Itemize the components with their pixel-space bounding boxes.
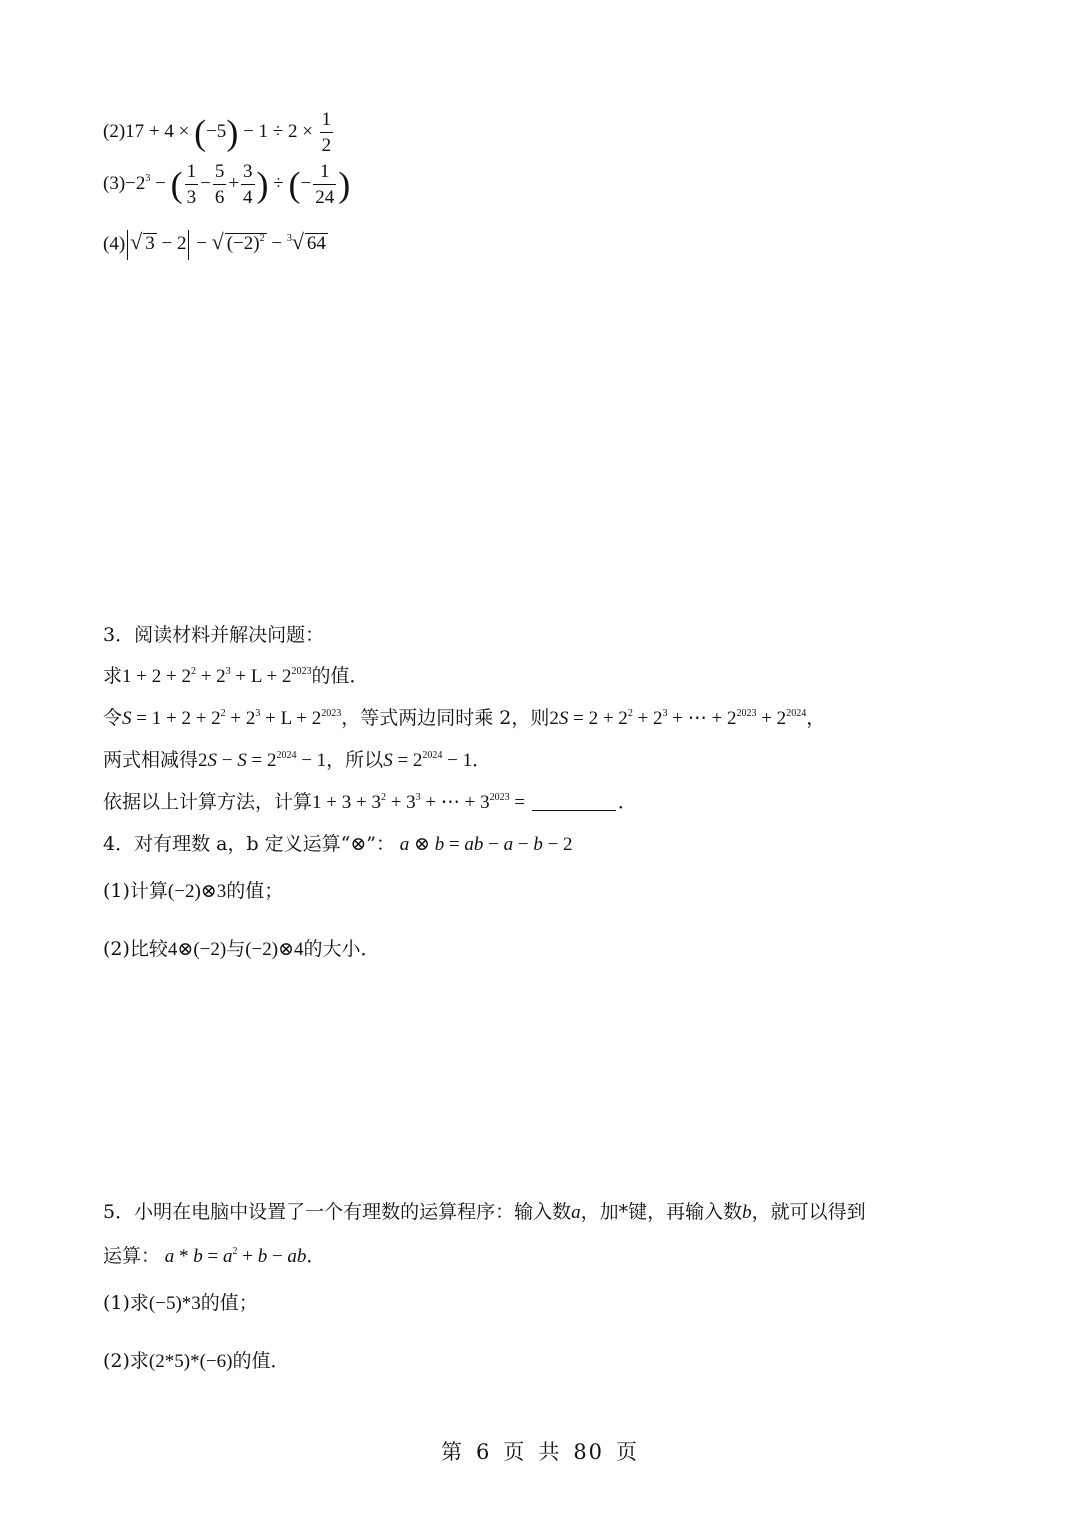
footer-text: 页 bbox=[616, 1440, 640, 1464]
math-expression: (−5)*3 bbox=[148, 1293, 201, 1314]
math-expression: $-2^3$ − ( $\frac{1}{3}$ − $\frac{5}{6}$ + $\frac{3}{4}$ ) ÷ (− $\frac{1}{24}$ ) bbox=[125, 161, 351, 208]
text: ，就可以得到 bbox=[751, 1201, 866, 1223]
question-4-part-1 bbox=[103, 882, 283, 901]
text: ． bbox=[617, 791, 637, 813]
question-3-line-3 bbox=[103, 751, 491, 770]
text: ，加*键，再输入数 bbox=[580, 1201, 743, 1223]
text: ，所以 bbox=[326, 749, 384, 771]
page-footer bbox=[0, 1436, 1080, 1466]
problem-label: (2) bbox=[103, 120, 126, 142]
math-expression: $2S - S = 2^{2024} - 1$ bbox=[198, 750, 327, 771]
question-3-line-4 bbox=[103, 793, 637, 812]
text: (2)比较 bbox=[103, 938, 168, 960]
math-variable: b bbox=[742, 1202, 752, 1223]
question-3-heading: 3．阅读材料并解决问题： bbox=[103, 624, 325, 646]
math-expression: a ⊗ b = ab − a − b − 2 bbox=[399, 834, 573, 855]
problem-2-4 bbox=[103, 230, 328, 260]
problem-2-2 bbox=[103, 110, 335, 155]
math-expression: 17 + 4 × (−5) − 1 ÷ 2 × $\frac{1}{2}$ bbox=[125, 109, 332, 156]
text: 的大小． bbox=[303, 938, 380, 960]
question-4-heading bbox=[103, 835, 573, 854]
text: 令 bbox=[103, 707, 123, 729]
total-pages: 80 bbox=[573, 1440, 605, 1464]
text: 两式相减得 bbox=[103, 749, 199, 771]
footer-text: 页 bbox=[503, 1440, 527, 1464]
text: (2)求 bbox=[103, 1350, 149, 1372]
text: 的值． bbox=[232, 1350, 290, 1372]
footer-text: 第 bbox=[440, 1440, 464, 1464]
problem-label: (4) bbox=[103, 233, 126, 255]
text: ． bbox=[306, 1245, 326, 1267]
math-expression: $1 + 3 + 3^2 + 3^3$ + ⋯ + $3^{2023}$ = bbox=[312, 792, 530, 813]
math-variable: a bbox=[571, 1202, 581, 1223]
question-5-line-2 bbox=[103, 1247, 325, 1266]
text: 求 bbox=[103, 665, 123, 687]
text: 的值； bbox=[200, 1292, 258, 1314]
text: 4．对有理数 a，b 定义运算“⊗”： bbox=[103, 833, 396, 855]
math-expression: $2S = 2 + 2^2 + 2^3$ + ⋯ + $2^{2023} + 2^{2024}$ bbox=[549, 708, 807, 729]
answer-blank[interactable] bbox=[532, 810, 616, 811]
math-expression: (−2)⊗4 bbox=[245, 939, 304, 960]
text: 依据以上计算方法，计算 bbox=[103, 791, 313, 813]
text: 的值； bbox=[226, 880, 284, 902]
text: ，等式两边同时乘 2，则 bbox=[341, 707, 550, 729]
math-expression: $1 + 2 + 2^2 + 2^3 + L + 2^{2023}$ bbox=[122, 666, 312, 687]
question-3-line-2 bbox=[103, 709, 825, 728]
page-number: 6 bbox=[475, 1440, 492, 1464]
math-expression: 4⊗(−2) bbox=[167, 939, 227, 960]
text: 5．小明在电脑中设置了一个有理数的运算程序：输入数 bbox=[103, 1201, 572, 1223]
math-expression: $S = 1 + 2 + 2^2 + 2^3 + L + 2^{2023}$ bbox=[122, 708, 342, 729]
text: 与 bbox=[226, 938, 246, 960]
math-expression: $a * b = a^2 + b$ − ab bbox=[164, 1246, 307, 1267]
question-5-part-1 bbox=[103, 1294, 258, 1313]
text: 运算： bbox=[103, 1245, 161, 1267]
math-expression: $S = 2^{2024} - 1$ bbox=[383, 750, 473, 771]
text: (1)计算 bbox=[103, 880, 168, 902]
problem-label: (3) bbox=[103, 172, 126, 194]
problem-2-3 bbox=[103, 162, 350, 207]
question-4-part-2 bbox=[103, 940, 380, 959]
math-expression: (−2)⊗3 bbox=[167, 881, 227, 902]
math-expression: √ 3 − 2 − √ $(-2)^2 - ^3√$ 64 bbox=[125, 233, 328, 254]
text: (1)求 bbox=[103, 1292, 149, 1314]
math-expression: (2*5)*(−6) bbox=[148, 1351, 233, 1372]
question-5-part-2 bbox=[103, 1352, 289, 1371]
text: 的值． bbox=[311, 665, 369, 687]
text: ． bbox=[472, 749, 492, 771]
text: ， bbox=[806, 707, 826, 729]
footer-text: 共 bbox=[538, 1440, 562, 1464]
question-3-line-1 bbox=[103, 667, 369, 686]
question-5-heading bbox=[103, 1203, 866, 1222]
